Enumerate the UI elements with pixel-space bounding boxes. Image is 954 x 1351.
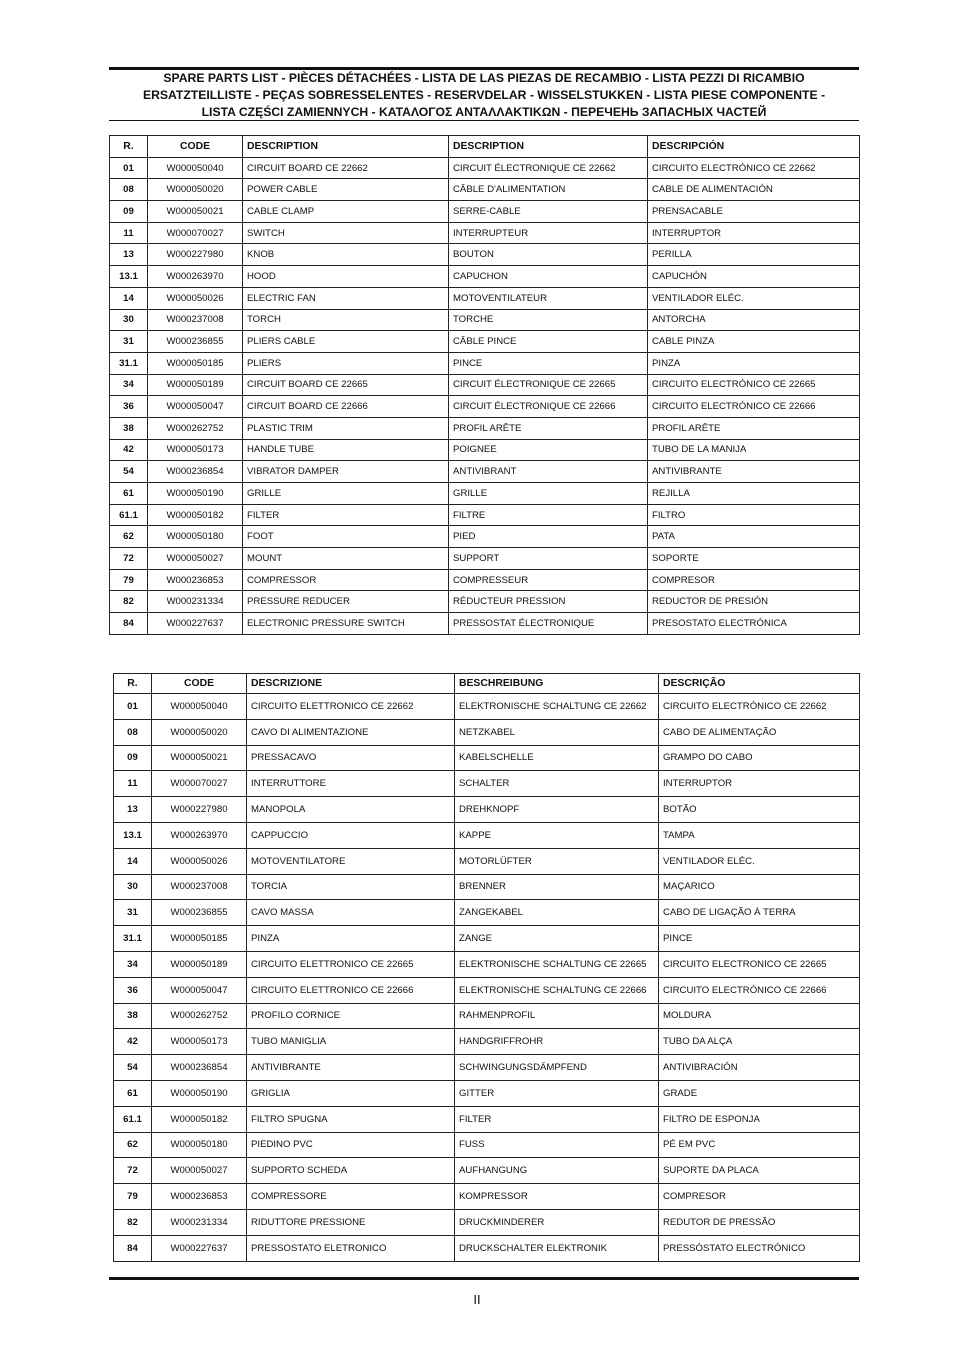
table-row (114, 874, 860, 900)
ref-cell: 79 (110, 569, 148, 591)
table-row (110, 244, 860, 266)
description-cell: TORCH (243, 309, 449, 331)
ref-cell: 31 (110, 331, 148, 353)
description-cell: PLIERS (243, 352, 449, 374)
description-cell: CIRCUITO ELECTRÓNICO CE 22662 (659, 694, 860, 720)
code-cell: W000050027 (148, 548, 243, 570)
table-row (110, 526, 860, 548)
ref-cell: 84 (110, 613, 148, 635)
description-cell: FILTRE (449, 504, 648, 526)
table-row (114, 1029, 860, 1055)
code-cell: W000231334 (152, 1209, 247, 1235)
description-cell: CIRCUITO ELECTRÓNICO CE 22665 (648, 374, 860, 396)
description-cell: ELEKTRONISCHE SCHALTUNG CE 22662 (455, 694, 659, 720)
table-row (114, 1184, 860, 1210)
description-cell: FILTER (455, 1106, 659, 1132)
description-cell: VENTILADOR ELÉC. (659, 848, 860, 874)
table-header-row (110, 136, 860, 158)
description-cell: POIGNEE (449, 439, 648, 461)
description-cell: SWITCH (243, 222, 449, 244)
code-cell: W000050180 (152, 1132, 247, 1158)
description-cell: DRUCKMINDERER (455, 1209, 659, 1235)
description-cell: CIRCUIT ÉLECTRONIQUE CE 22665 (449, 374, 648, 396)
title-line: LISTA CZĘŚCI ZAMIENNYCH - ΚΑΤΑΛΟΓΟΣ ΑΝΤΑΛΛΑΚΤΙΚΩΝ - ПЕРЕЧЕНЬ ЗАПАСНЫХ ЧАСТЕЙ (201, 105, 767, 119)
code-cell: W000236855 (148, 331, 243, 353)
description-cell: SUPPORTO SCHEDA (247, 1158, 455, 1184)
ref-cell: 62 (114, 1132, 152, 1158)
code-cell: W000236854 (152, 1055, 247, 1081)
description-cell: RÉDUCTEUR PRESSION (449, 591, 648, 613)
description-cell: FUSS (455, 1132, 659, 1158)
description-cell: PÉ EM PVC (659, 1132, 860, 1158)
description-cell: PIEDINO PVC (247, 1132, 455, 1158)
table-row (110, 613, 860, 635)
description-cell: INTERRUPTOR (648, 222, 860, 244)
description-cell: PIED (449, 526, 648, 548)
ref-cell: 01 (110, 157, 148, 179)
description-cell: REDUTOR DE PRESSÃO (659, 1209, 860, 1235)
description-cell: MOTOVENTILATEUR (449, 287, 648, 309)
table-row (114, 951, 860, 977)
description-cell: CIRCUITO ELETTRONICO CE 22665 (247, 951, 455, 977)
spare-parts-table-it-de-pt (113, 673, 860, 1262)
ref-cell: 61.1 (114, 1106, 152, 1132)
table-row (110, 179, 860, 201)
description-cell: VIBRATOR DAMPER (243, 461, 449, 483)
description-cell: SUPORTE DA PLACA (659, 1158, 860, 1184)
ref-cell: 13.1 (114, 822, 152, 848)
table-row (114, 1080, 860, 1106)
code-cell: W000050040 (148, 157, 243, 179)
table-row (114, 694, 860, 720)
ref-cell: 72 (110, 548, 148, 570)
ref-cell: 31 (114, 900, 152, 926)
code-cell: W000050182 (148, 504, 243, 526)
code-cell: W000050173 (152, 1029, 247, 1055)
table-row (114, 1209, 860, 1235)
description-cell: DREHKNOPF (455, 797, 659, 823)
code-cell: W000050185 (152, 926, 247, 952)
table-row (110, 331, 860, 353)
table-row (110, 352, 860, 374)
code-cell: W000070027 (148, 222, 243, 244)
code-cell: W000050189 (148, 374, 243, 396)
ref-cell: 14 (114, 848, 152, 874)
description-cell: PERILLA (648, 244, 860, 266)
description-cell: ZANGE (455, 926, 659, 952)
description-cell: CIRCUITO ELECTRÓNICO CE 22666 (659, 977, 860, 1003)
code-cell: W000236854 (148, 461, 243, 483)
description-cell: COMPRESSOR (243, 569, 449, 591)
ref-cell: 11 (114, 771, 152, 797)
code-cell: W000236853 (152, 1184, 247, 1210)
description-cell: DRUCKSCHALTER ELEKTRONIK (455, 1235, 659, 1261)
description-cell: CIRCUITO ELECTRÓNICO CE 22662 (648, 157, 860, 179)
description-cell: MOTOVENTILATORE (247, 848, 455, 874)
description-cell: ANTIVIBRACIÓN (659, 1055, 860, 1081)
table-row (110, 309, 860, 331)
column-header-description-it: DESCRIZIONE (247, 674, 455, 694)
code-cell: W000050189 (152, 951, 247, 977)
table-row (114, 822, 860, 848)
description-cell: KAPPE (455, 822, 659, 848)
description-cell: COMPRESSORE (247, 1184, 455, 1210)
description-cell: PRESSÓSTATO ELECTRÓNICO (659, 1235, 860, 1261)
description-cell: PRESSACAVO (247, 745, 455, 771)
ref-cell: 42 (114, 1029, 152, 1055)
ref-cell: 82 (110, 591, 148, 613)
description-cell: POWER CABLE (243, 179, 449, 201)
code-cell: W000050047 (152, 977, 247, 1003)
description-cell: PRESSOSTATO ELETRONICO (247, 1235, 455, 1261)
description-cell: CAPPUCCIO (247, 822, 455, 848)
table-row (110, 266, 860, 288)
code-cell: W000070027 (152, 771, 247, 797)
ref-cell: 11 (110, 222, 148, 244)
description-cell: CIRCUITO ELETTRONICO CE 22662 (247, 694, 455, 720)
description-cell: PATA (648, 526, 860, 548)
description-cell: CABO DE LIGAÇÃO À TERRA (659, 900, 860, 926)
code-cell: W000050185 (148, 352, 243, 374)
column-header-description-pt: DESCRIÇÃO (659, 674, 860, 694)
code-cell: W000050020 (148, 179, 243, 201)
description-cell: ELEKTRONISCHE SCHALTUNG CE 22665 (455, 951, 659, 977)
description-cell: RIDUTTORE PRESSIONE (247, 1209, 455, 1235)
description-cell: ANTIVIBRANTE (648, 461, 860, 483)
code-cell: W000050047 (148, 396, 243, 418)
code-cell: W000263970 (148, 266, 243, 288)
bottom-rule (109, 1277, 859, 1280)
code-cell: W000050020 (152, 719, 247, 745)
description-cell: AUFHANGUNG (455, 1158, 659, 1184)
description-cell: GRIGLIA (247, 1080, 455, 1106)
code-cell: W000231334 (148, 591, 243, 613)
table-row (114, 1106, 860, 1132)
table-row (110, 417, 860, 439)
description-cell: NETZKABEL (455, 719, 659, 745)
code-cell: W000227980 (152, 797, 247, 823)
table-row (114, 900, 860, 926)
ref-cell: 01 (114, 694, 152, 720)
description-cell: CIRCUIT ÉLECTRONIQUE CE 22666 (449, 396, 648, 418)
column-header-description-es: DESCRIPCIÓN (648, 136, 860, 158)
table-row (110, 483, 860, 505)
table-row (114, 719, 860, 745)
description-cell: PROFIL ARÊTE (648, 417, 860, 439)
ref-cell: 09 (114, 745, 152, 771)
table-row (114, 1003, 860, 1029)
description-cell: PROFIL ARÊTE (449, 417, 648, 439)
ref-cell: 72 (114, 1158, 152, 1184)
description-cell: CIRCUIT BOARD CE 22662 (243, 157, 449, 179)
table-row (114, 797, 860, 823)
code-cell: W000050040 (152, 694, 247, 720)
description-cell: PROFILO CORNICE (247, 1003, 455, 1029)
table-row (110, 396, 860, 418)
description-cell: RAHMENPROFIL (455, 1003, 659, 1029)
description-cell: MOTORLÜFTER (455, 848, 659, 874)
ref-cell: 61.1 (110, 504, 148, 526)
description-cell: CIRCUIT BOARD CE 22666 (243, 396, 449, 418)
description-cell: COMPRESOR (659, 1184, 860, 1210)
code-cell: W000050027 (152, 1158, 247, 1184)
code-cell: W000227980 (148, 244, 243, 266)
column-header-ref: R. (114, 674, 152, 694)
table-row (114, 1235, 860, 1261)
code-cell: W000050026 (152, 848, 247, 874)
page-number: II (473, 1292, 481, 1307)
description-cell: SCHWINGUNGSDÄMPFEND (455, 1055, 659, 1081)
table-row (114, 848, 860, 874)
table-row (114, 745, 860, 771)
ref-cell: 36 (110, 396, 148, 418)
description-cell: CIRCUITO ELECTRÓNICO CE 22666 (648, 396, 860, 418)
description-cell: PINCE (659, 926, 860, 952)
description-cell: KABELSCHELLE (455, 745, 659, 771)
table-row (110, 504, 860, 526)
description-cell: TUBO MANIGLIA (247, 1029, 455, 1055)
description-cell: PLIERS CABLE (243, 331, 449, 353)
description-cell: CIRCUIT BOARD CE 22665 (243, 374, 449, 396)
description-cell: REJILLA (648, 483, 860, 505)
ref-cell: 08 (114, 719, 152, 745)
description-cell: KOMPRESSOR (455, 1184, 659, 1210)
ref-cell: 31.1 (114, 926, 152, 952)
table-row (110, 591, 860, 613)
description-cell: PRESSURE REDUCER (243, 591, 449, 613)
code-cell: W000236855 (152, 900, 247, 926)
description-cell: GITTER (455, 1080, 659, 1106)
description-cell: TAMPA (659, 822, 860, 848)
description-cell: ZANGEKABEL (455, 900, 659, 926)
description-cell: CIRCUITO ELECTRONICO CE 22665 (659, 951, 860, 977)
ref-cell: 79 (114, 1184, 152, 1210)
table-row (110, 157, 860, 179)
ref-cell: 38 (114, 1003, 152, 1029)
description-cell: CIRCUITO ELETTRONICO CE 22666 (247, 977, 455, 1003)
code-cell: W000263970 (152, 822, 247, 848)
description-cell: SOPORTE (648, 548, 860, 570)
table-row (114, 926, 860, 952)
title-line: SPARE PARTS LIST - PIÈCES DÉTACHÉES - LISTA DE LAS PIEZAS DE RECAMBIO - LISTA PEZZI DI RICAMBIO (163, 71, 805, 85)
code-cell: W000237008 (152, 874, 247, 900)
description-cell: SCHALTER (455, 771, 659, 797)
ref-cell: 30 (114, 874, 152, 900)
column-header-description-fr: DESCRIPTION (449, 136, 648, 158)
ref-cell: 14 (110, 287, 148, 309)
ref-cell: 61 (114, 1080, 152, 1106)
description-cell: ANTORCHA (648, 309, 860, 331)
column-header-description-de: BESCHREIBUNG (455, 674, 659, 694)
description-cell: SERRE-CABLE (449, 201, 648, 223)
code-cell: W000262752 (148, 417, 243, 439)
ref-cell: 38 (110, 417, 148, 439)
table-row (114, 1055, 860, 1081)
column-header-description-en: DESCRIPTION (243, 136, 449, 158)
code-cell: W000050190 (148, 483, 243, 505)
description-cell: PLASTIC TRIM (243, 417, 449, 439)
table-row (114, 1132, 860, 1158)
code-cell: W000237008 (148, 309, 243, 331)
description-cell: TUBO DE LA MANIJA (648, 439, 860, 461)
ref-cell: 54 (110, 461, 148, 483)
description-cell: KNOB (243, 244, 449, 266)
description-cell: PRESSOSTAT ÉLECTRONIQUE (449, 613, 648, 635)
description-cell: MOUNT (243, 548, 449, 570)
description-cell: COMPRESOR (648, 569, 860, 591)
ref-cell: 82 (114, 1209, 152, 1235)
description-cell: PINZA (247, 926, 455, 952)
description-cell: CAPUCHON (449, 266, 648, 288)
description-cell: CÂBLE PINCE (449, 331, 648, 353)
ref-cell: 34 (110, 374, 148, 396)
description-cell: FOOT (243, 526, 449, 548)
ref-cell: 13.1 (110, 266, 148, 288)
description-cell: MANOPOLA (247, 797, 455, 823)
ref-cell: 09 (110, 201, 148, 223)
code-cell: W000050182 (152, 1106, 247, 1132)
description-cell: SUPPORT (449, 548, 648, 570)
page-title (109, 70, 859, 121)
code-cell: W000050190 (152, 1080, 247, 1106)
description-cell: CAVO DI ALIMENTAZIONE (247, 719, 455, 745)
description-cell: CABO DE ALIMENTAÇÃO (659, 719, 860, 745)
table-row (110, 461, 860, 483)
description-cell: TORCIA (247, 874, 455, 900)
description-cell: TUBO DA ALÇA (659, 1029, 860, 1055)
description-cell: CABLE PINZA (648, 331, 860, 353)
description-cell: GRILLE (449, 483, 648, 505)
description-cell: CABLE CLAMP (243, 201, 449, 223)
description-cell: INTERRUTTORE (247, 771, 455, 797)
description-cell: PRESOSTATO ELECTRÓNICA (648, 613, 860, 635)
description-cell: CABLE DE ALIMENTACIÓN (648, 179, 860, 201)
description-cell: REDUCTOR DE PRESIÓN (648, 591, 860, 613)
description-cell: CIRCUIT ÉLECTRONIQUE CE 22662 (449, 157, 648, 179)
ref-cell: 42 (110, 439, 148, 461)
description-cell: GRADE (659, 1080, 860, 1106)
description-cell: GRAMPO DO CABO (659, 745, 860, 771)
table-row (110, 439, 860, 461)
code-cell: W000050173 (148, 439, 243, 461)
description-cell: INTERRUPTOR (659, 771, 860, 797)
description-cell: HOOD (243, 266, 449, 288)
spare-parts-table-en-fr-es (109, 135, 860, 635)
code-cell: W000050021 (152, 745, 247, 771)
ref-cell: 30 (110, 309, 148, 331)
ref-cell: 13 (110, 244, 148, 266)
table-header-row (114, 674, 860, 694)
description-cell: GRILLE (243, 483, 449, 505)
description-cell: CAVO MASSA (247, 900, 455, 926)
column-header-ref: R. (110, 136, 148, 158)
ref-cell: 36 (114, 977, 152, 1003)
ref-cell: 54 (114, 1055, 152, 1081)
ref-cell: 84 (114, 1235, 152, 1261)
description-cell: MAÇARICO (659, 874, 860, 900)
table-row (110, 201, 860, 223)
code-cell: W000227637 (148, 613, 243, 635)
table-row (114, 1158, 860, 1184)
description-cell: ELECTRIC FAN (243, 287, 449, 309)
ref-cell: 13 (114, 797, 152, 823)
description-cell: ANTIVIBRANTE (247, 1055, 455, 1081)
description-cell: FILTER (243, 504, 449, 526)
description-cell: CÂBLE D'ALIMENTATION (449, 179, 648, 201)
column-header-code: CODE (148, 136, 243, 158)
code-cell: W000050021 (148, 201, 243, 223)
description-cell: VENTILADOR ELÉC. (648, 287, 860, 309)
table-row (110, 222, 860, 244)
description-cell: FILTRO DE ESPONJA (659, 1106, 860, 1132)
description-cell: COMPRESSEUR (449, 569, 648, 591)
description-cell: HANDGRIFFROHR (455, 1029, 659, 1055)
description-cell: INTERRUPTEUR (449, 222, 648, 244)
table-row (110, 287, 860, 309)
description-cell: FILTRO (648, 504, 860, 526)
ref-cell: 34 (114, 951, 152, 977)
description-cell: CAPUCHÓN (648, 266, 860, 288)
code-cell: W000050180 (148, 526, 243, 548)
ref-cell: 61 (110, 483, 148, 505)
description-cell: BOUTON (449, 244, 648, 266)
description-cell: FILTRO SPUGNA (247, 1106, 455, 1132)
ref-cell: 31.1 (110, 352, 148, 374)
code-cell: W000050026 (148, 287, 243, 309)
description-cell: PINZA (648, 352, 860, 374)
description-cell: BRENNER (455, 874, 659, 900)
table-row (114, 977, 860, 1003)
title-divider (109, 120, 859, 121)
description-cell: ELEKTRONISCHE SCHALTUNG CE 22666 (455, 977, 659, 1003)
description-cell: MOLDURA (659, 1003, 860, 1029)
ref-cell: 08 (110, 179, 148, 201)
description-cell: PRENSACABLE (648, 201, 860, 223)
code-cell: W000262752 (152, 1003, 247, 1029)
description-cell: TORCHE (449, 309, 648, 331)
column-header-code: CODE (152, 674, 247, 694)
table-row (110, 569, 860, 591)
title-line: ERSATZTEILLISTE - PEÇAS SOBRESSELENTES - RESERVDELAR - WISSELSTUKKEN - LISTA PIESE COMPONENTE - (142, 88, 826, 102)
table-row (110, 374, 860, 396)
table-row (110, 548, 860, 570)
description-cell: ANTIVIBRANT (449, 461, 648, 483)
description-cell: PINCE (449, 352, 648, 374)
table-row (114, 771, 860, 797)
code-cell: W000227637 (152, 1235, 247, 1261)
description-cell: HANDLE TUBE (243, 439, 449, 461)
description-cell: BOTÃO (659, 797, 860, 823)
code-cell: W000236853 (148, 569, 243, 591)
ref-cell: 62 (110, 526, 148, 548)
description-cell: ELECTRONIC PRESSURE SWITCH (243, 613, 449, 635)
